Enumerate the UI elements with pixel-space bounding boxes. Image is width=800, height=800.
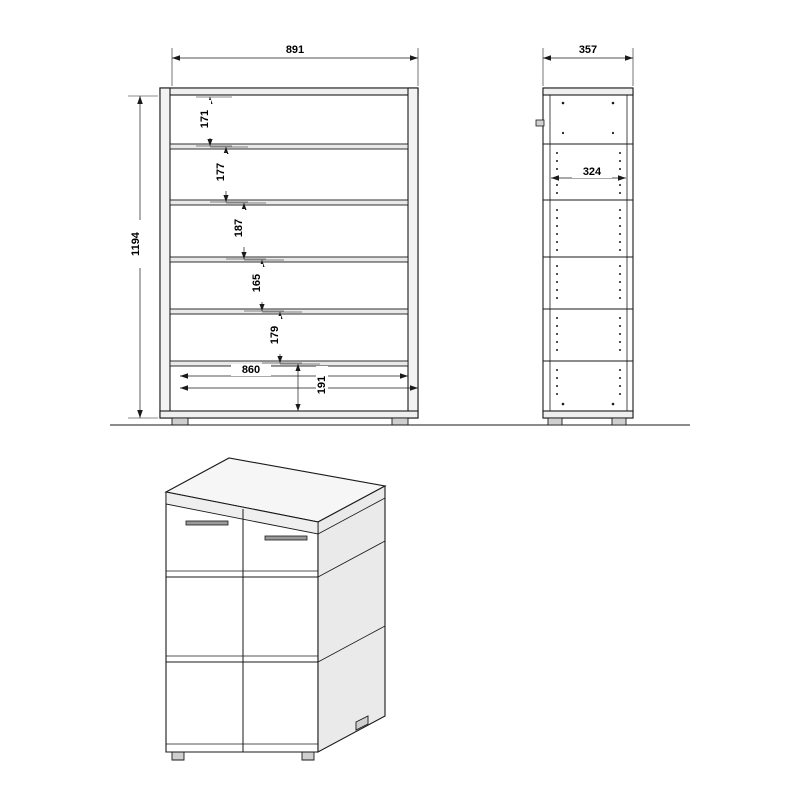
side-inner-depth-value: 324 xyxy=(572,166,612,178)
gap-3-value: 187 xyxy=(233,209,245,247)
gap-1-value: 171 xyxy=(199,100,211,138)
front-height-value: 1194 xyxy=(130,220,142,268)
perspective-view xyxy=(166,458,385,760)
gap-5-value: 179 xyxy=(269,316,281,354)
gap-6-value: 191 xyxy=(316,366,328,404)
gap-2-value: 177 xyxy=(215,153,227,191)
side-depth-value: 357 xyxy=(568,44,608,56)
front-width-value: 891 xyxy=(275,44,315,56)
front-inner-width-value: 860 xyxy=(231,364,271,376)
gap-4-value: 165 xyxy=(251,264,263,302)
side-elevation-view xyxy=(536,48,633,425)
